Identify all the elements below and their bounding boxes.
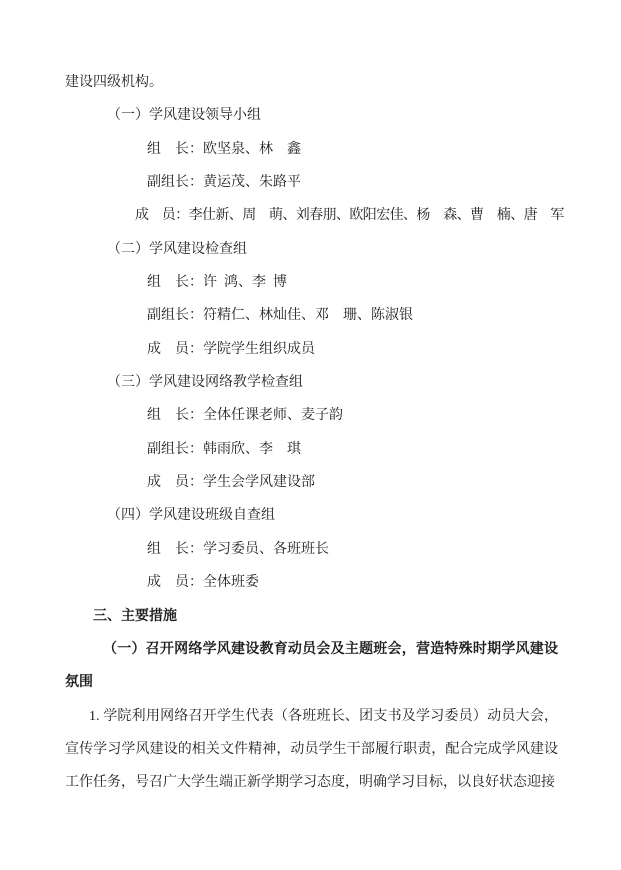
group-2-deputy-line <box>65 299 558 332</box>
role-value: 学生会学风建设部 <box>203 475 315 491</box>
role-label: 副组长： <box>147 308 203 324</box>
group-1-leader-line <box>65 133 558 166</box>
group-2-title: （二）学风建设检查组 <box>107 241 247 257</box>
group-3-members-line <box>65 466 558 499</box>
body-paragraph: 1. 学院利用网络召开学生代表（各班班长、团支书及学习委员）动员大会，宣传学习学风建设的相关文件精神，动员学生干部履行职责，配合完成学风建设工作任务，号召广大学生端正新学期学习态度，明确学习目标，以良好状态迎接 <box>65 708 558 791</box>
role-value: 韩雨欣、李 琪 <box>203 441 301 457</box>
role-label: 组 长： <box>147 275 203 291</box>
group-4-title: （四）学风建设班级自查组 <box>107 508 275 524</box>
group-1-deputy-line <box>65 166 558 199</box>
role-label: 组 长： <box>147 141 203 157</box>
group-2-leader-line <box>65 266 558 299</box>
role-value: 全体任课老师、麦子韵 <box>203 408 343 424</box>
role-value: 学院学生组织成员 <box>203 341 315 357</box>
role-value: 全体班委 <box>203 575 259 591</box>
section-heading: 三、主要措施 <box>93 608 177 624</box>
role-value: 欧坚泉、林 鑫 <box>203 141 301 157</box>
group-2-members-line <box>65 333 558 366</box>
group-1-title: （一）学风建设领导小组 <box>107 108 261 124</box>
group-4-members-line <box>65 566 558 599</box>
group-4-leader-line <box>65 533 558 566</box>
group-3-leader-line <box>65 399 558 432</box>
role-label: 成 员： <box>147 475 203 491</box>
role-label: 组 长： <box>147 408 203 424</box>
role-label: 成 员： <box>147 575 203 591</box>
role-value: 符精仁、林灿佳、邓 珊、陈淑银 <box>203 308 413 324</box>
role-label: 副组长： <box>147 175 203 191</box>
role-value: 许 鸿、李 博 <box>203 275 287 291</box>
group-3-deputy-line <box>65 433 558 466</box>
sub-heading: （一）召开网络学风建设教育动员会及主题班会，营造特殊时期学风建设氛围 <box>65 641 558 691</box>
intro-line: 建设四级机构。 <box>65 75 163 90</box>
group-1-members-line <box>65 199 564 232</box>
role-value: 李仕新、周 萌、刘春朋、欧阳宏佳、杨 森、曹 楠、唐 军 <box>188 208 564 224</box>
role-label: 副组长： <box>147 441 203 457</box>
role-value: 学习委员、各班班长 <box>203 541 329 557</box>
role-label: 组 长： <box>147 541 203 557</box>
group-3-title: （三）学风建设网络教学检查组 <box>107 375 303 391</box>
role-label: 成 员： <box>135 208 189 224</box>
role-label: 成 员： <box>147 341 203 357</box>
role-value: 黄运茂、朱路平 <box>203 175 301 191</box>
